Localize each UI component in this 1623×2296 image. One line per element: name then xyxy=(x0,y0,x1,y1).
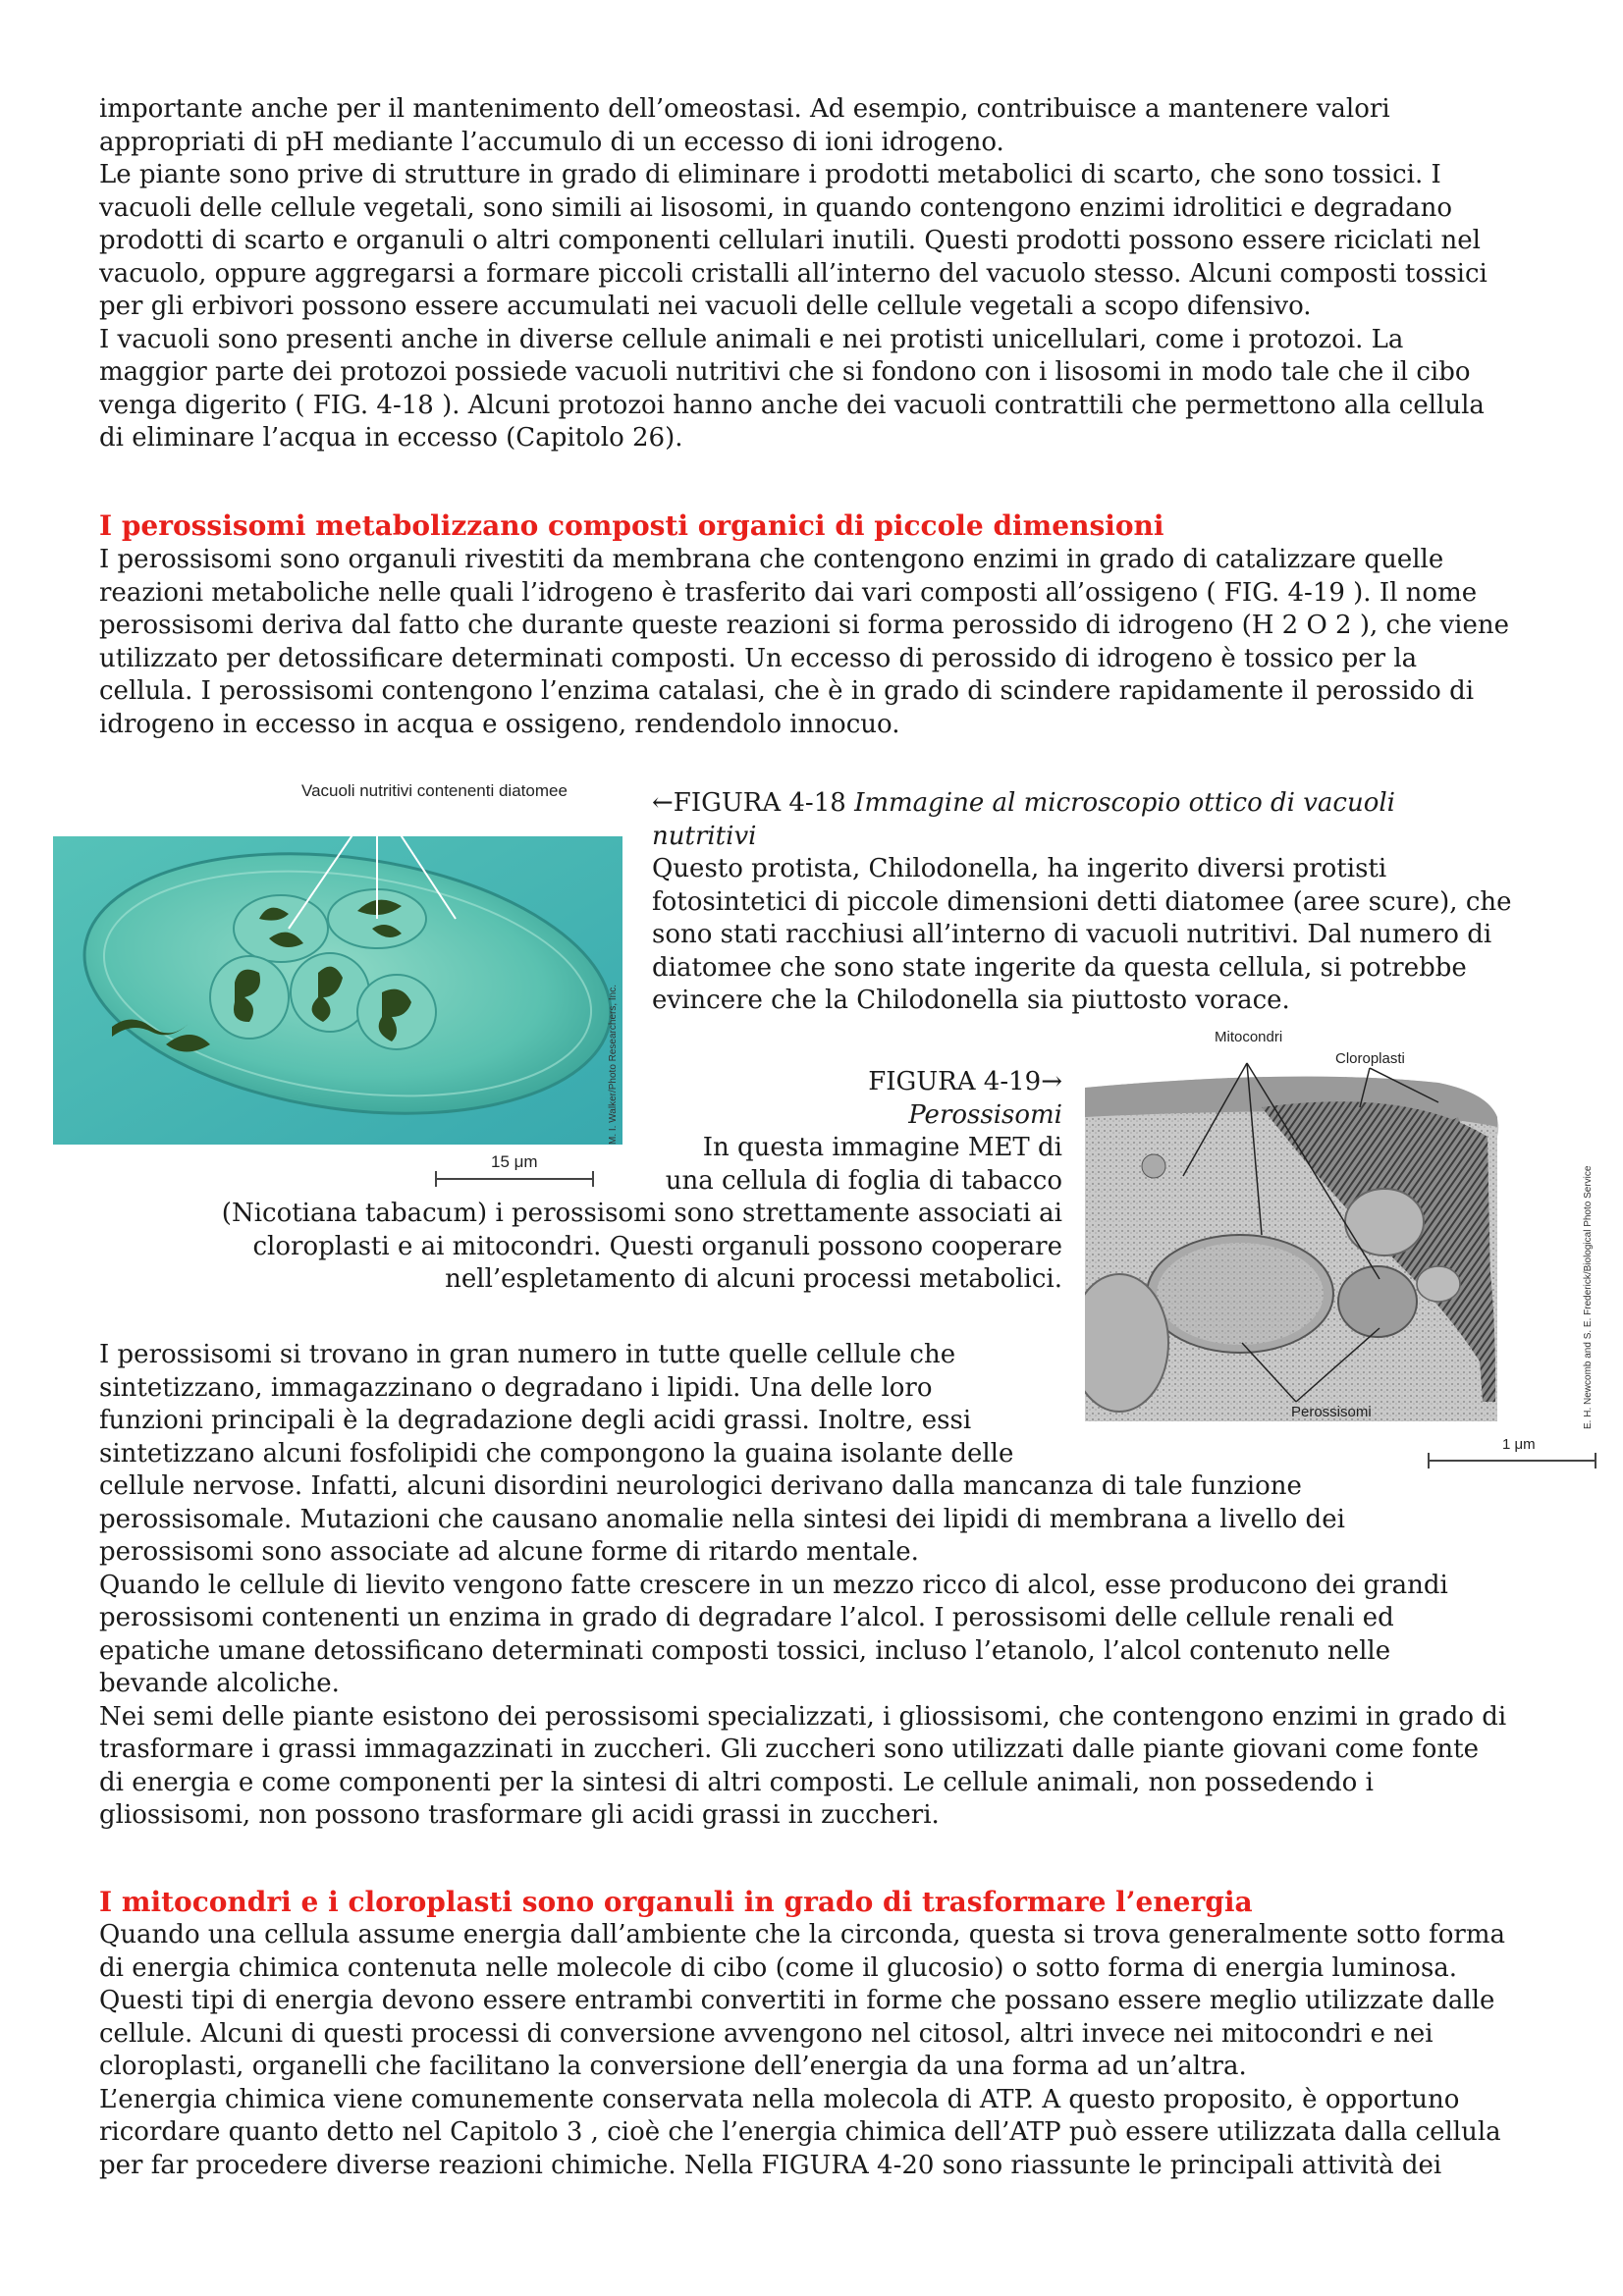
mitochondria-paragraph xyxy=(99,1919,1552,2182)
text-line: sintetizzano alcuni fosfolipidi che compongono la guaina isolante delle xyxy=(99,1438,1014,1468)
text-line: per gli erbivori possono essere accumulati nei vacuoli delle cellule vegetali a scopo difensivo. xyxy=(99,292,1312,321)
caption-fig-4-18 xyxy=(652,787,1512,1018)
text-line: I perossisomi si trovano in gran numero in tutte quelle cellule che xyxy=(99,1340,956,1369)
text-line: Questi tipi di energia devono essere entrambi convertiti in forme che possano essere meglio utilizzate dalle xyxy=(99,1986,1495,2015)
caption-line: una cellula di foglia di tabacco xyxy=(665,1165,1062,1196)
text-line: gliossisomi, non possono trasformare gli acidi grassi in zuccheri. xyxy=(99,1800,940,1830)
text-line: I vacuoli sono presenti anche in diverse cellule animali e nei protisti unicellulari, come i protozoi. La xyxy=(99,324,1404,354)
text-line: sintetizzano, immagazzinano o degradano i lipidi. Una delle loro xyxy=(99,1372,933,1403)
caption-fig-4-19 xyxy=(222,1066,1062,1297)
text-line: utilizzato per detossificare determinati composti. Un eccesso di perossido di idrogeno è tossico per la xyxy=(99,643,1418,673)
text-line: di energia chimica contenuta nelle molecole di cibo (come il glucosio) o sotto forma di energia luminosa. xyxy=(99,1952,1458,1983)
label-perossisomi: Perossisomi xyxy=(1291,1404,1372,1420)
figure-4-19 xyxy=(1085,1029,1605,1480)
text-line: per far procedere diverse reazioni chimiche. Nella FIGURA 4-20 sono riassunte le principali attività dei xyxy=(99,2150,1442,2180)
section-heading-peroxisomes: I perossisomi metabolizzano composti organici di piccole dimensioni xyxy=(99,509,1164,542)
caption-italic: Perossisomi xyxy=(908,1099,1062,1130)
intro-paragraph xyxy=(99,93,1552,455)
caption-line: In questa immagine MET di xyxy=(702,1133,1062,1162)
text-line: di eliminare l’acqua in eccesso (Capitolo 26). xyxy=(99,423,683,453)
caption-italic-line xyxy=(652,821,1512,854)
photo-credit-fig19: E. H. Newcomb and S. E. Frederick/Biological Photo Service xyxy=(1583,1165,1594,1429)
photo-credit-fig18: M. I. Walker/Photo Researchers, Inc. xyxy=(608,984,619,1145)
text-line: perossisomi sono associate ad alcune forme di ritardo mentale. xyxy=(99,1537,919,1567)
text-line: cellula. I perossisomi contengono l’enzima catalasi, che è in grado di scindere rapidamente il perossido di xyxy=(99,676,1475,706)
text-line: perossisomi contenenti un enzima in grado di degradare l’alcol. I perossisomi delle cellule renali ed xyxy=(99,1603,1394,1632)
text-line: trasformare i grassi immagazzinati in zuccheri. Gli zuccheri sono utilizzati dalle piante giovani come fonte xyxy=(99,1735,1479,1764)
label-vacuoli: Vacuoli nutritivi contenenti diatomee xyxy=(301,781,568,800)
text-line: perossisomi deriva dal fatto che durante queste reazioni si forma perossido di idrogeno (H 2 O 2 ), che viene xyxy=(99,611,1509,640)
text-line: cloroplasti, organelli che facilitano la conversione dell’energia da una forma ad un’altra. xyxy=(99,2052,1247,2081)
text-line: cellule. Alcuni di questi processi di conversione avvengono nel citosol, altri invece nei mitocondri e nei xyxy=(99,2018,1434,2049)
caption-italic: Immagine al microscopio ottico di vacuoli xyxy=(854,788,1395,818)
caption-line: Questo protista, Chilodonella, ha ingerito diversi protisti xyxy=(652,854,1387,883)
text-line: vacuolo, oppure aggregarsi a formare piccoli cristalli all’interno del vacuolo stesso. Alcuni composti tossici xyxy=(99,258,1488,289)
text-line: perossisomale. Mutazioni che causano anomalie nella sintesi dei lipidi di membrana a livello dei xyxy=(99,1504,1345,1534)
peroxisome-paragraph xyxy=(99,544,1552,741)
label-cloroplasti: Cloroplasti xyxy=(1335,1050,1405,1067)
caption-italic: nutritivi xyxy=(652,821,757,851)
caption-title-line xyxy=(652,787,1512,821)
caption-line: diatomee che sono state ingerite da questa cellula, si potrebbe xyxy=(652,952,1467,983)
caption-title: FIGURA 4-19→ xyxy=(868,1067,1062,1096)
text-line: importante anche per il mantenimento dell’omeostasi. Ad esempio, contribuisce a mantenere valori xyxy=(99,94,1390,124)
text-line: Quando una cellula assume energia dall’ambiente che la circonda, questa si trova generalmente sotto forma xyxy=(99,1920,1506,1949)
text-line: venga digerito ( FIG. 4-18 ). Alcuni protozoi hanno anche dei vacuoli contrattili che permettono alla cellula xyxy=(99,390,1485,420)
text-line: bevande alcoliche. xyxy=(99,1669,340,1698)
caption-line: sono stati racchiusi all’interno di vacuoli nutritivi. Dal numero di xyxy=(652,920,1492,949)
text-line: ricordare quanto detto nel Capitolo 3 , cioè che l’energia chimica dell’ATP può essere utilizzata dalla cellula xyxy=(99,2117,1501,2147)
text-line: prodotti di scarto e organuli o altri componenti cellulari inutili. Questi prodotti possono essere riciclati nel xyxy=(99,226,1481,255)
text-line: vacuoli delle cellule vegetali, sono simili ai lisosomi, in quando contengono enzimi idrolitici e degradano xyxy=(99,192,1453,223)
text-line: Le piante sono prive di strutture in grado di eliminare i prodotti metabolici di scarto, che sono tossici. I xyxy=(99,160,1441,189)
text-line: Quando le cellule di lievito vengono fatte crescere in un mezzo ricco di alcol, esse producono dei grandi xyxy=(99,1570,1448,1600)
text-line: funzioni principali è la degradazione degli acidi grassi. Inoltre, essi xyxy=(99,1406,972,1435)
text-line: I perossisomi sono organuli rivestiti da membrana che contengono enzimi in grado di catalizzare quelle xyxy=(99,545,1444,574)
text-line: cellule nervose. Infatti, alcuni disordini neurologici derivano dalla mancanza di tale funzione xyxy=(99,1471,1302,1501)
scale-bar-15um: 15 μm xyxy=(491,1152,538,1171)
lipid-paragraph-short xyxy=(99,1339,1013,1470)
lipid-paragraph xyxy=(99,1470,1552,1833)
caption-line: (Nicotiana tabacum) i perossisomi sono strettamente associati ai xyxy=(221,1199,1062,1228)
text-line: appropriati di pH mediante l’accumulo di un eccesso di ioni idrogeno. xyxy=(99,127,1004,157)
caption-line: nell’espletamento di alcuni processi metabolici. xyxy=(445,1264,1062,1294)
caption-line: evincere che la Chilodonella sia piuttosto vorace. xyxy=(652,986,1290,1015)
text-line: di energia e come componenti per la sintesi di altri composti. Le cellule animali, non possedendo i xyxy=(99,1767,1374,1797)
scale-bar-1um: 1 μm xyxy=(1502,1436,1536,1453)
text-line: Nei semi delle piante esistono dei perossisomi specializzati, i gliossisomi, che contengono enzimi in grado di xyxy=(99,1701,1507,1732)
text-line: reazioni metaboliche nelle quali l’idrogeno è trasferito dai vari composti all’ossigeno ( FIG. 4-19 ). Il nome xyxy=(99,577,1478,608)
text-line: maggior parte dei protozoi possiede vacuoli nutritivi che si fondono con i lisosomi in modo tale che il cibo xyxy=(99,357,1471,387)
section-heading-mitochondria: I mitocondri e i cloroplasti sono organuli in grado di trasformare l’energia xyxy=(99,1886,1253,1918)
caption-line: cloroplasti e ai mitocondri. Questi organuli possono cooperare xyxy=(252,1231,1062,1261)
text-line: epatiche umane detossificano determinati composti tossici, incluso l’etanolo, l’alcol contenuto nelle xyxy=(99,1635,1391,1666)
text-line: idrogeno in eccesso in acqua e ossigeno, rendendolo innocuo. xyxy=(99,709,900,739)
caption-italic-line xyxy=(222,1099,1062,1133)
label-mitocondri: Mitocondri xyxy=(1215,1029,1283,1045)
text-line: L’energia chimica viene comunemente conservata nella molecola di ATP. A questo proposito, è opportuno xyxy=(99,2084,1460,2114)
caption-line: fotosintetici di piccole dimensioni detti diatomee (aree scure), che xyxy=(652,886,1512,917)
caption-title: ←FIGURA 4-18 xyxy=(652,788,855,818)
